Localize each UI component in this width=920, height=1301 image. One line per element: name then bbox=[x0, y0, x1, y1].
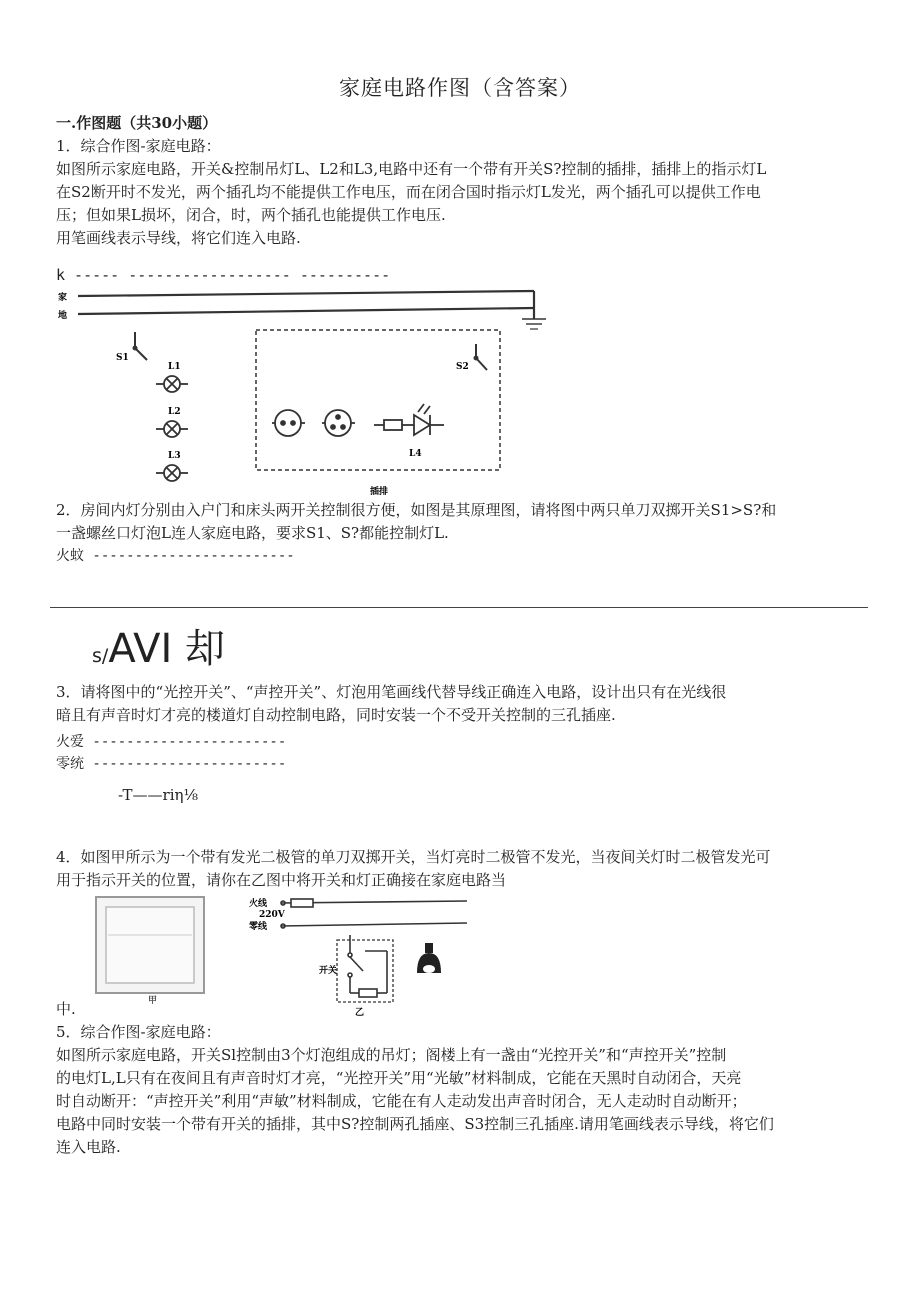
led-indicator-icon bbox=[374, 404, 444, 435]
q2-dash-line: 火蚊 ------------------------ bbox=[56, 548, 295, 564]
q5-line: 时自动断开：“声控开关”利用“声敏”材料制成，它能在有人走动发出声音时闭合，无人走动时自动断开； bbox=[56, 1092, 747, 1110]
three-hole-socket-icon bbox=[325, 410, 351, 436]
l2-label: L2 bbox=[168, 407, 181, 417]
q5-line: 连入电路. bbox=[56, 1138, 121, 1156]
s2-switch bbox=[475, 344, 488, 370]
l4-label: L4 bbox=[409, 449, 422, 459]
q3-line: 暗且有声音时灯才亮的楼道灯自动控制电路，同时安装一个不受开关控制的三孔插座. bbox=[56, 706, 616, 724]
q1-line: 1．综合作图-家庭电路： bbox=[56, 137, 221, 155]
ling-label: 地 bbox=[58, 311, 68, 321]
socket-box bbox=[256, 330, 500, 470]
q3-text bbox=[56, 681, 868, 727]
q1-circuit-diagram bbox=[56, 284, 556, 499]
q5-text bbox=[56, 1021, 868, 1159]
two-hole-socket-icon bbox=[275, 410, 301, 436]
q1-line: 如图所示家庭电路，开关&控制吊灯L、L2和L3,电路中还有一个带有开关S?控制的插排，插排上的指示灯L bbox=[56, 160, 767, 178]
q1-text bbox=[56, 135, 868, 250]
q5-line: 电路中同时安装一个带有开关的插排，其中S?控制两孔插座、S3控制三孔插座.请用笔画线表示导线，将它们 bbox=[56, 1115, 774, 1133]
l3-label: L3 bbox=[168, 451, 181, 461]
q3-huo-line: 火爱 ----------------------- bbox=[56, 734, 287, 750]
q5-line: 如图所示家庭电路，开关Sl控制由3个灯泡组成的吊灯；阁楼上有一盏由“光控开关”和“声控开关”控制 bbox=[56, 1046, 727, 1064]
garbled-heading bbox=[92, 617, 225, 674]
huoxian-label: 火线 bbox=[249, 899, 268, 909]
q4-line: 中. bbox=[56, 1000, 76, 1018]
q3-symbol-text: -T——riη⅛ bbox=[118, 786, 199, 804]
jia-label: 甲 bbox=[148, 996, 158, 1006]
chapai-label: 插排 bbox=[370, 487, 389, 497]
page-title: 家庭电路作图（含答案） bbox=[339, 76, 581, 100]
section-heading: 一.作图题（共30小题） bbox=[56, 114, 218, 132]
lingxian-label: 零线 bbox=[249, 922, 268, 932]
huo-label: 家 bbox=[58, 293, 68, 303]
q4-figure-jia bbox=[94, 895, 206, 1006]
kaiguan-label: 开关 bbox=[319, 966, 338, 976]
q2-line: 2．房间内灯分别由入户门和床头两开关控制很方便，如图是其原理图，请将图中两只单刀双掷开关S1>S?和 bbox=[56, 501, 777, 519]
q2-line: 一盏螺丝口灯泡L连人家庭电路，要求S1、S?都能控制灯L. bbox=[56, 524, 449, 542]
s2-label: S2 bbox=[456, 362, 469, 372]
garbled-main: AVI 却 bbox=[108, 626, 225, 672]
q5-line: 5．综合作图-家庭电路： bbox=[56, 1023, 221, 1041]
neutral-wire bbox=[78, 308, 534, 314]
q1-dash-line: k ----- ------------------ ---------- bbox=[56, 266, 391, 284]
garbled-prefix: s/ bbox=[92, 645, 109, 667]
q1-line: 压；但如果L损坏，闭合，时，两个插孔也能提供工作电压. bbox=[56, 206, 446, 224]
s1-label: S1 bbox=[116, 353, 129, 363]
v220-label: 220V bbox=[259, 910, 285, 920]
q4-line: 4．如图甲所示为一个带有发光二极管的单刀双掷开关，当灯亮时二极管不发光，当夜间关灯时二极管发光可 bbox=[56, 848, 771, 866]
q5-line: 的电灯L,L只有在夜间且有声音时灯才亮，“光控开关”用“光敏”材料制成，它能在天黑时自动闭合，天亮 bbox=[56, 1069, 742, 1087]
q1-line: 用笔画线表示导线，将它们连入电路. bbox=[56, 229, 301, 247]
live-wire bbox=[78, 291, 534, 296]
q2-text bbox=[56, 499, 868, 545]
divider bbox=[50, 607, 868, 608]
q4-line: 用于指示开关的位置，请你在乙图中将开关和灯正确接在家庭电路当 bbox=[56, 871, 507, 889]
q3-ling-line: 零统 ----------------------- bbox=[56, 756, 287, 772]
yi-label: 乙 bbox=[355, 1008, 365, 1018]
s1-switch bbox=[134, 332, 148, 360]
q4-text bbox=[56, 846, 868, 892]
q1-line: 在S2断开时不发光，两个插孔均不能提供工作电压，而在闭合国时指示灯L发光，两个插孔可以提供工作电 bbox=[56, 183, 761, 201]
l1-label: L1 bbox=[168, 362, 181, 372]
bulb-icon bbox=[417, 943, 441, 973]
q3-line: 3．请将图中的“光控开关”、“声控开关”、灯泡用笔画线代替导线正确连入电路，设计出只有在光线很 bbox=[56, 683, 727, 701]
